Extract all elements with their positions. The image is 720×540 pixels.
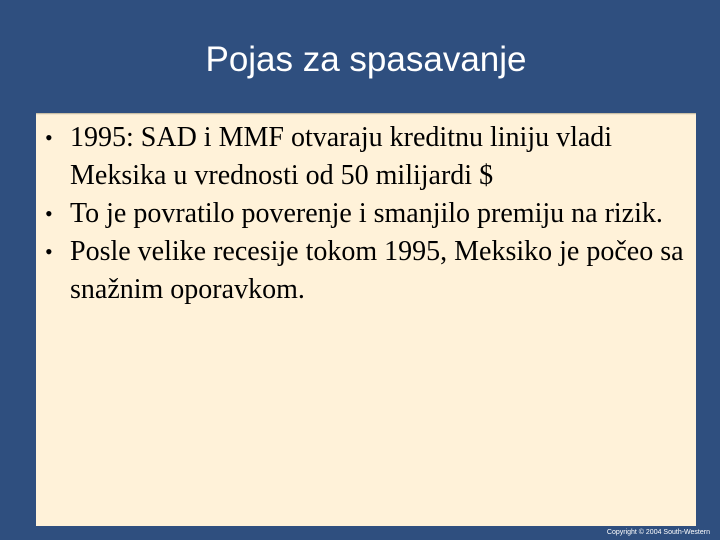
- bullet-list: [36, 119, 696, 309]
- bullet-text: To je povratilo poverenje i smanjilo premiju na rizik.: [70, 198, 663, 229]
- bullet-text: 1995: SAD i MMF otvaraju kreditnu liniju vladi Meksika u vrednosti od 50 milijardi $: [70, 122, 613, 191]
- copyright-notice: Copyright © 2004 South-Western: [606, 529, 710, 536]
- content-panel: [36, 113, 696, 526]
- bullet-item: [36, 195, 696, 233]
- bullet-icon: •: [45, 201, 53, 226]
- slide-title: Pojas za spasavanje: [205, 40, 527, 79]
- bullet-text: Posle velike recesije tokom 1995, Meksiko je počeo sa snažnim oporavkom.: [70, 236, 684, 305]
- bullet-item: [36, 119, 696, 195]
- bullet-icon: •: [45, 239, 53, 264]
- bullet-icon: •: [45, 125, 53, 150]
- bullet-item: [36, 233, 696, 309]
